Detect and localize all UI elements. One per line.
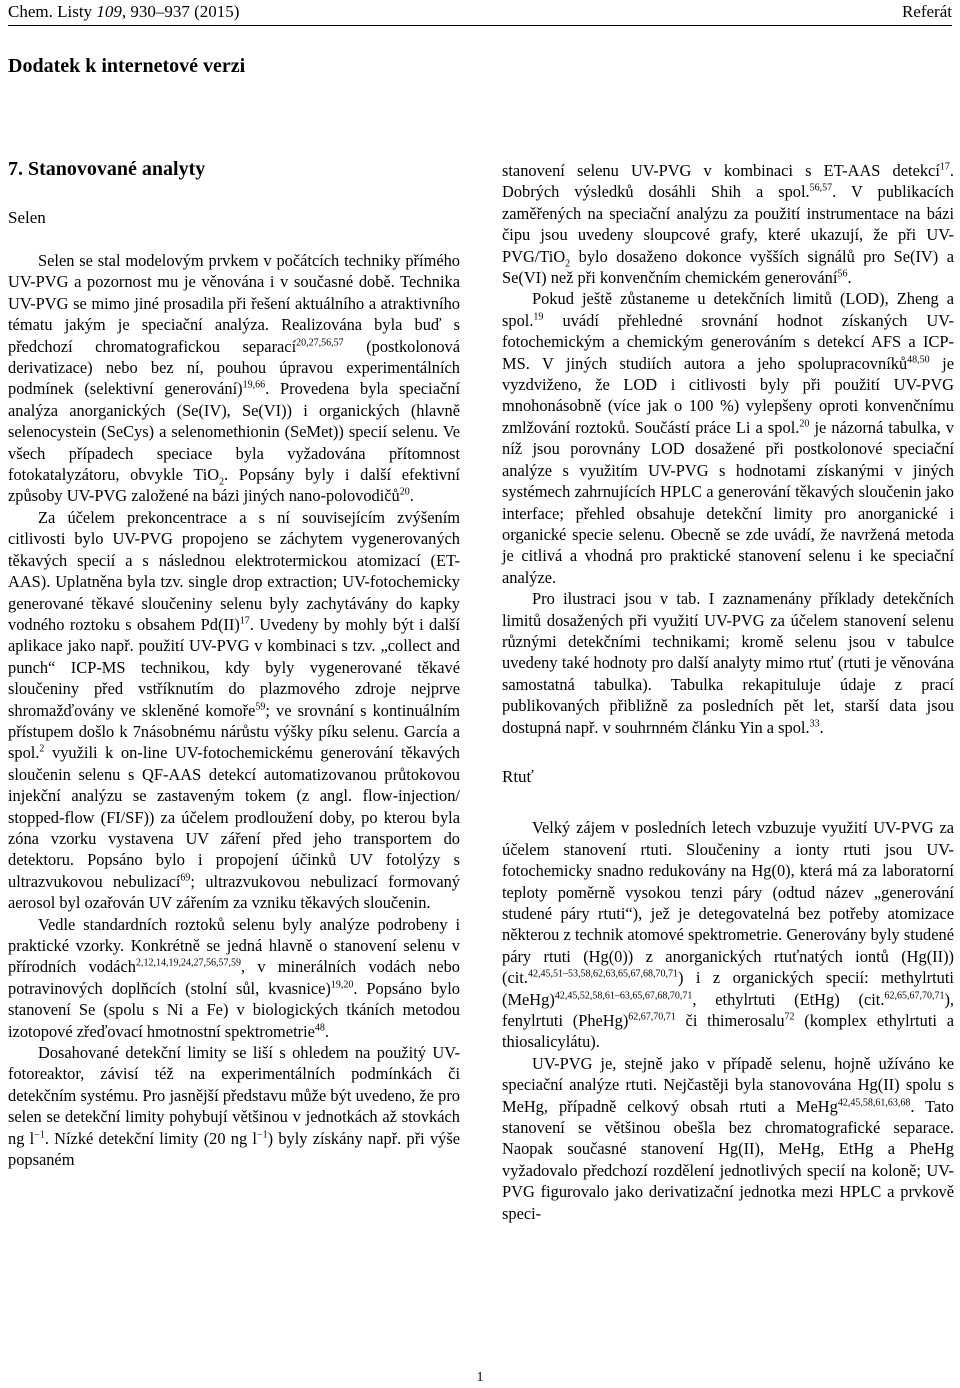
paragraph: UV-PVG je, stejně jako v případě selenu, hojně užíváno ke speciační analýze rtuti. Nejčastěji byla stanovována Hg(II) spolu s MeHg, případně celkový obsah rtuti a MeHg$^{42,45,58,61,63,68}$. Tato stanovení se většinou obešla bez chromatografické separace. Naopak současné stanovení Hg(II), MeHg, EtHg a PheHg vyžadovalo předchozí rozdělení jednotlivých specií na koloně; UV-PVG figurovalo jako derivatizační jednotka mezi HPLC a prvkově speci-: [502, 1053, 954, 1223]
article-type: Referát: [901, 2, 952, 21]
paragraph: Velký zájem v posledních letech vzbuzuje využití UV-PVG za účelem stanovení rtuti. Sloučeniny a ionty rtuti jsou UV-fotochemicky snadno redukovány na Hg(0), která má za laboratorní teploty poměrně vysokou tenzi páry (odtud název „generování studené páry rtuti“), jež je detegovatelná bez potřeby atomizace některou z technik atomové spektrometrie. Generovány byly studené páry rtuti (Hg(0)) z anorganických rtuťnatých iontů (Hg(II)) (cit.$^{42,45,51-53,58,62,63,65,67,68,70,71}$) i z organických specií: methylrtuti (MeHg)$^{42,45,52,58,61-63,65,67,68,70,71}$, ethylrtuti (EtHg) (cit.$^{62,65,67,70,71}$), fenylrtuti (PheHg)$^{62,67,70,71}$ či thimerosalu$^{72}$ (komplex ethylrtuti a thiosalicylátu).: [502, 818, 954, 1052]
paragraph: stanovení selenu UV-PVG v kombinaci s ET-AAS detekcí$^{17}$. Dobrých výsledků dosáhli Shih a spol.$^{56,57}$. V publikacích zaměřených na speciační analýzu za použití instrumentace na bázi čipu jsou uvedeny sloupcové grafy, které ukazují, že při UV-PVG/TiO$_2$ bylo dosaženo dokonce vyšších signálů pro Se(IV) a Se(VI) než při konvenčním chemickém generování$^{56}$.: [502, 161, 954, 288]
header-rule: [8, 25, 952, 26]
paragraph: Pokud ještě zůstaneme u detekčních limitů (LOD), Zheng a spol.$^{19}$ uvádí přehledné srovnání hodnot získaných UV-fotochemickým a chemickým generováním s detekcí AFS a ICP-MS. V jiných studiích autora a jeho spolupracovníků$^{48,50}$ je vyzdviženo, že LOD i citlivosti byly při použití UV-PVG mnohonásobně (více jak o 100 %) vylepšeny oproti konvenčnímu zmlžování roztoků. Součástí práce Li a spol.$^{20}$ je názorná tabulka, v níž jsou porovnány LOD dosažené při postkolonové speciační analýze s využitím UV-PVG s hodnotami získanými v jiných systémech zahrnujících HPLC a generování těkavých sloučenin jako interface; přehled obsahuje detekční limity pro anorganické i organické specie selenu. Obecně se zde uvádí, že navržená metoda je citlivá a vhodná pro praktické stanovení selenu i ke speciační analýze.: [502, 289, 954, 587]
paragraph: Za účelem prekoncentrace a s ní souvisejícím zvýšením citlivosti bylo UV-PVG propojeno se záchytem vygenerovaných těkavých specií a s následnou elektrotermickou atomizací (ET-AAS). Uplatněna byla tzv. single drop extraction; UV-fotochemicky generované těkavé sloučeniny selenu byly zachytávány do kapky vodného roztoku s obsahem Pd(II)$^{17}$. Uvedeny by mohly být i další aplikace jako např. použití UV-PVG v kombinaci s tzv. „collect and punch“ ICP-MS technikou, kdy byly vygenerované těkavé sloučeniny před vstříknutím do plazmového zdroje nejprve shromažďovány ve skleněné komoře$^{59}$; ve srovnání s kontinuálním přístupem došlo k 7násobnému nárůstu výšky píku selenu. García a spol.$^2$ využili k on-line UV-fotochemickému generování těkavých sloučenin selenu s QF-AAS detekcí automatizovanou průtokovou injekční analýzu se zastaveným tokem (z angl. flow-injection/ stopped-flow (FI/SF)) za účelem prodloužení doby, po kterou byla zóna vzorku vystavena UV záření před jeho transportem do detektoru. Popsáno bylo i propojení účinků UV fotolýzy s ultrazvukovou nebulizací$^{69}$; ultrazvukovou nebulizací formovaný aerosol byl ozařován UV zářením za vzniku těkavých sloučenin.: [8, 507, 461, 913]
paragraph: Selen se stal modelovým prvkem v počátcích techniky přímého UV-PVG a pozornost mu je věnována i v současné době. Technika UV-PVG se mimo jiné prosadila při řešení aktuálního a atraktivního tématu jakým je speciační analýza. Realizována byla buď s předchozí chromatografickou separací$^{20,27,56,57}$ (postkolonová derivatizace) nebo bez ní, pouhou úpravou experimentálních podmínek (selektivní generování)$^{19,66}$. Provedena byla speciační analýza anorganických (Se(IV), Se(VI)) i organických (hlavně selenocystein (SeCys) a selenomethionin (SeMet)) specií selenu. Ve všech případech speciace byla vyžadována přítomnost fotokatalyzátoru, obvykle TiO$_2$. Popsány byly i další efektivní způsoby UV-PVG založené na bázi jiných nano-polovodičů$^{20}$.: [8, 251, 460, 506]
section-title: 7. Stanovované analyty: [8, 158, 206, 180]
paragraph: Pro ilustraci jsou v tab. I zaznamenány příklady detekčních limitů dosažených při využití UV-PVG za účelem stanovení selenu různými detekčními technikami; kromě selenu jsou v tabulce uvedeny také hodnoty pro další analyty mimo rtuť (rtuti je věnována samostatná tabulka). Tabulka rekapituluje údaje z prací publikovaných přibližně za posledních pět let, starší data jsou dostupná např. v souhrnném článku Yin a spol.$^{33}$.: [502, 589, 954, 737]
right-column: [502, 160, 954, 1224]
subsection-rtut: Rtuť: [502, 766, 534, 786]
paragraph: Vedle standardních roztoků selenu byly analýze podrobeny i praktické vzorky. Konkrétně se jedná hlavně o stanovení selenu v přírodních vodách$^{2,12,14,19,24,27,56,57,59}$, v minerálních vodách nebo potravinových doplňcích (stolní sůl, kvasnice)$^{19,20}$. Popsáno bylo stanovení Se (spolu s Ni a Fe) v biologických tkáních metodou izotopové zřeďovací hmotnostní spektrometrie$^{48}$.: [8, 914, 461, 1041]
left-column: [8, 250, 460, 1170]
paragraph: Dosahované detekční limity se liší s ohledem na použitý UV-fotoreaktor, závisí též na experimentálních podmínkách či detekčním systému. Pro jasnější představu může být uvedeno, že pro selen se detekční limity pohybují většinou v jednotkách až stovkách ng $l^{-1}$. Nízké detekční limity (20 ng $l^{-1}$) byly získány např. při výše popsaném: [8, 1043, 460, 1170]
document-title: Dodatek k internetové verzi: [8, 55, 246, 77]
journal-header: Chem. Listy 109, 930–937 (2015): [8, 2, 240, 21]
page-number: 1: [476, 1370, 484, 1385]
subsection-selen: Selen: [8, 208, 46, 227]
